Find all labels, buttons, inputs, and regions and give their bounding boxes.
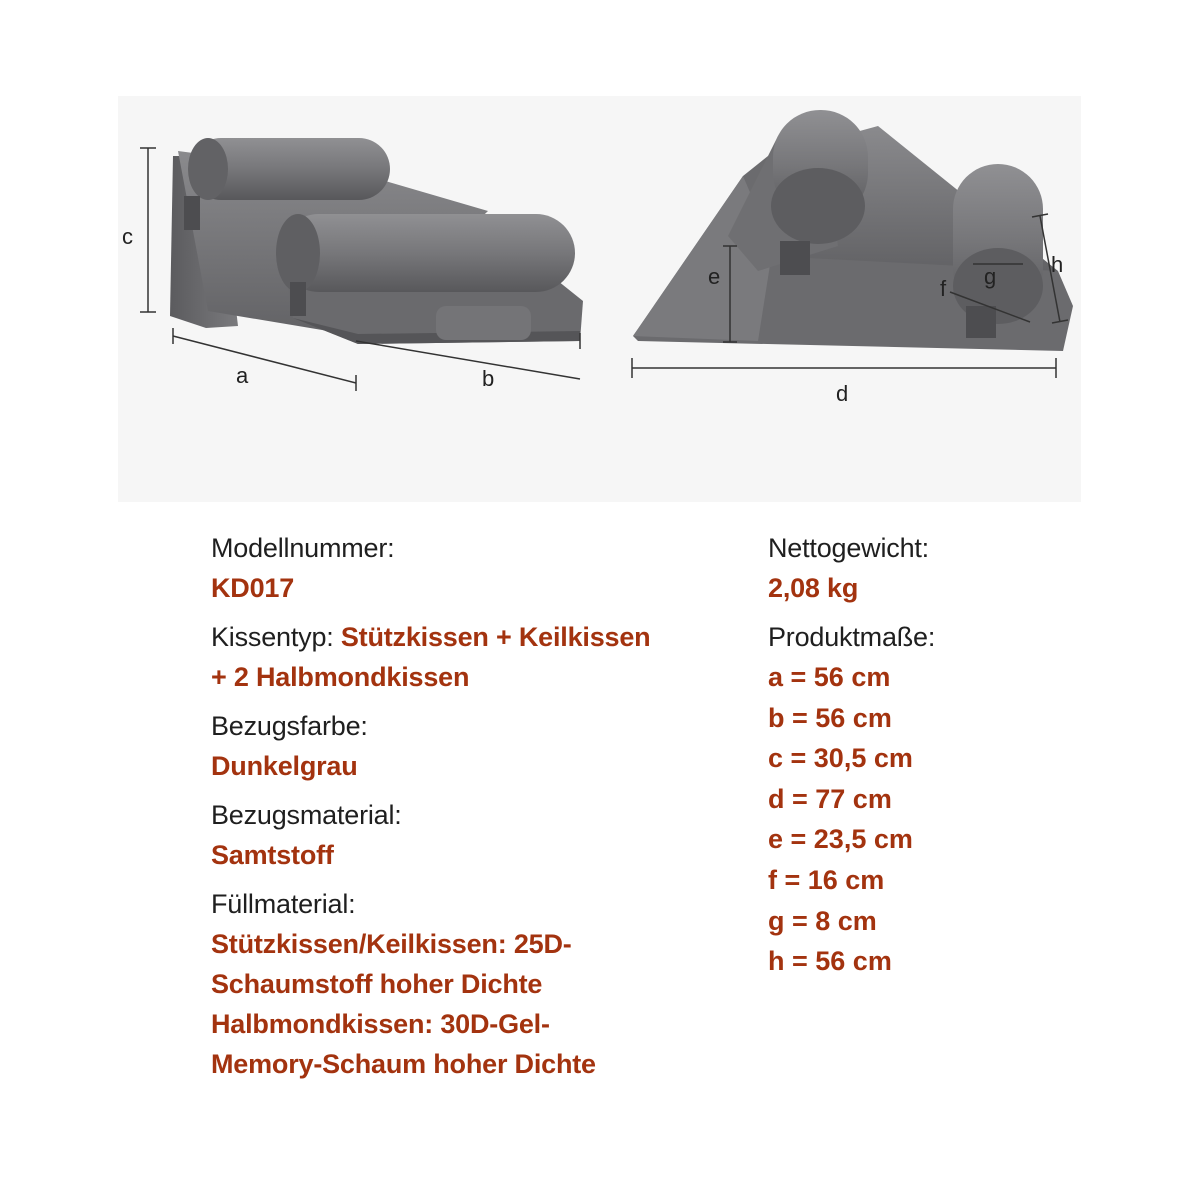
dim-letter-h: h bbox=[1051, 252, 1064, 277]
filling-line: Memory-Schaum hoher Dichte bbox=[211, 1049, 596, 1079]
dim-letter-f: f bbox=[940, 276, 947, 301]
cover-material-value: Samtstoff bbox=[211, 840, 334, 870]
dimension-f: f = 16 cm bbox=[768, 864, 885, 895]
model-label: Modellnummer: bbox=[211, 533, 395, 563]
filling-label: Füllmaterial: bbox=[211, 889, 356, 919]
dimension-b: b = 56 cm bbox=[768, 702, 892, 733]
cover-material-label: Bezugsmaterial: bbox=[211, 800, 402, 830]
dim-letter-c: c bbox=[122, 224, 133, 249]
model-value: KD017 bbox=[211, 573, 295, 603]
dim-letter-g: g bbox=[984, 264, 997, 289]
dim-letter-e: e bbox=[708, 264, 721, 289]
pillow-type-value-cont: + 2 Halbmondkissen bbox=[211, 662, 470, 692]
pillow-type-row bbox=[211, 617, 731, 657]
filling-line: Halbmondkissen: 30D-Gel- bbox=[211, 1009, 550, 1039]
dim-letter-d: d bbox=[836, 381, 849, 406]
dimensions-label: Produktmaße: bbox=[768, 622, 936, 652]
filling-line: Schaumstoff hoher Dichte bbox=[211, 969, 543, 999]
weight-value: 2,08 kg bbox=[768, 573, 859, 603]
cover-color-value: Dunkelgrau bbox=[211, 751, 358, 781]
weight-label: Nettogewicht: bbox=[768, 533, 929, 563]
dim-letter-a: a bbox=[236, 363, 249, 388]
dimension-e: e = 23,5 cm bbox=[768, 824, 913, 855]
filling-line: Stützkissen/Keilkissen: 25D- bbox=[211, 929, 572, 959]
spec-column-right bbox=[768, 528, 1088, 982]
dimension-h: h = 56 cm bbox=[768, 946, 892, 977]
cover-color-label: Bezugsfarbe: bbox=[211, 711, 368, 741]
pillow-type-label: Kissentyp: bbox=[211, 622, 334, 652]
dim-letter-b: b bbox=[482, 366, 495, 391]
dimension-a: a = 56 cm bbox=[768, 662, 891, 692]
pillow-type-value: Stützkissen + Keilkissen bbox=[340, 622, 651, 652]
dimension-g: g = 8 cm bbox=[768, 905, 877, 936]
dimension-c: c = 30,5 cm bbox=[768, 743, 913, 774]
dimension-d: d = 77 cm bbox=[768, 783, 892, 814]
spec-column-left bbox=[211, 528, 731, 1084]
